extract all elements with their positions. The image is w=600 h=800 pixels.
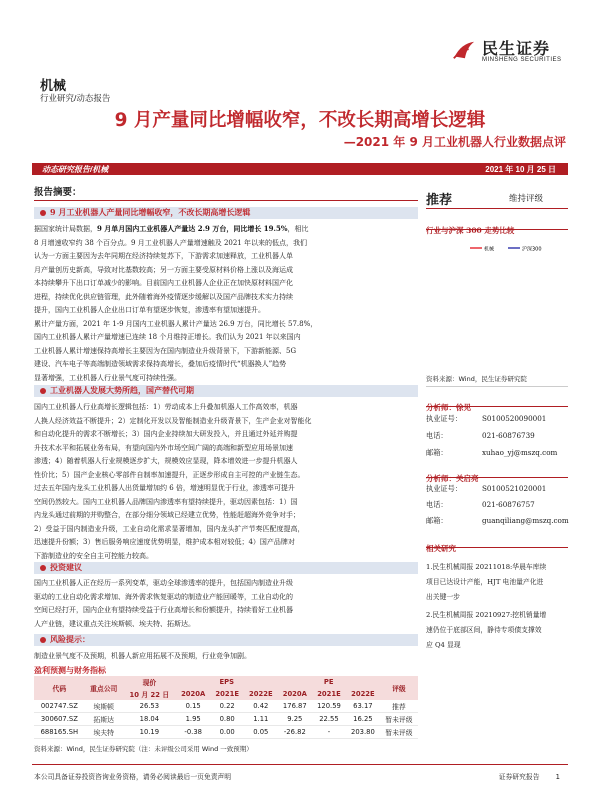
report-line: 2.民生机械周报 20210927:挖机销量增 xyxy=(426,611,547,619)
col-name: 重点公司 xyxy=(85,676,123,700)
related-heading: 相关研究 xyxy=(426,544,456,553)
cell: -26.82 xyxy=(278,726,312,739)
para-line: 国内工业机器人正在经历一系列变革，驱动全球渗透率的提升，包括国内制造业升级 xyxy=(34,579,293,587)
para-line: 渗透；4）随着机器人行业规模逐步扩大，规模效应显现，降本增效进一步提升机器人 xyxy=(34,457,298,465)
col-year: 2022E xyxy=(244,688,278,700)
analyst-name: 徐见 xyxy=(456,403,471,412)
table-row xyxy=(34,713,418,726)
related-report[interactable] xyxy=(426,560,568,605)
table-row xyxy=(34,700,418,713)
summary-heading: 报告摘要： xyxy=(34,187,82,198)
section-title: 9 月工业机器人产量同比增幅收窄，不改长期高增长逻辑 xyxy=(50,207,251,217)
cert-label: 执业证号： xyxy=(426,484,462,493)
divider xyxy=(426,386,568,387)
footer-divider xyxy=(32,764,568,765)
cell: 9.25 xyxy=(278,713,312,726)
cell: 0.42 xyxy=(244,700,278,713)
brand-name-en: MINSHENG SECURITIES xyxy=(482,57,562,63)
section-bar xyxy=(34,385,418,397)
chart-title: 行业与沪深 300 走势比较 xyxy=(426,226,515,235)
para-line: 进程，持续优化供应链管理，此外随着海外疫情逐步缓解以及国产品牌技术实力持续 xyxy=(34,292,293,301)
chart-title-bar xyxy=(426,218,568,235)
cell: 120.59 xyxy=(312,700,346,713)
cert-label: 执业证号： xyxy=(426,414,462,423)
bullet-icon xyxy=(40,565,46,571)
para-line: 工业机器人累计增速保持高增长主要因为在国内制造业升级背景下，下游新能源、5G xyxy=(34,346,297,355)
analyst-heading: 分析师： xyxy=(426,474,456,483)
analyst-b-header xyxy=(426,466,568,483)
cell: 002747.SZ xyxy=(34,700,85,713)
col-pe: PE xyxy=(278,676,380,688)
bullet-icon xyxy=(40,637,46,643)
table-row xyxy=(34,726,418,739)
para-line: 人产业链，建议重点关注埃斯顿、埃夫特、拓斯达。 xyxy=(34,619,195,628)
para-line: 人换人经济效益不断提升；2）定制化开发以及智能制造业升级背景下，生产企业对智能化 xyxy=(34,416,312,425)
analyst-cert: S0100520090001 xyxy=(482,414,547,423)
cell: 0.22 xyxy=(210,700,244,713)
cell: 1.95 xyxy=(176,713,210,726)
col-price: 现价 xyxy=(123,676,176,688)
col-year: 2020A xyxy=(278,688,312,700)
para-line: 建设、汽车电子等高端制造领域需求保持高增长，叠加后疫情时代“机器换人”趋势 xyxy=(34,360,287,368)
banner-date: 2021 年 10 月 25 日 xyxy=(485,165,556,174)
col-code: 代码 xyxy=(34,676,85,700)
report-line: 出关键一步 xyxy=(426,593,460,601)
legend xyxy=(470,246,542,253)
col-year: 2021E xyxy=(210,688,244,700)
cell: -0.38 xyxy=(176,726,210,739)
rating-label: 推荐 xyxy=(426,192,453,207)
para-line: 月产量创历史新高，导致对比基数较高；另一方面主要受原材料价格上涨以及海运成 xyxy=(34,265,293,274)
cell: 18.04 xyxy=(123,713,176,726)
para-line: 制造业景气度不及预期，机器人新应用拓展不及预期，行业竞争加剧。 xyxy=(34,652,251,660)
cell: 埃夫特 xyxy=(85,726,123,739)
analyst-cert: S0100521020001 xyxy=(482,484,547,493)
cell: 0.15 xyxy=(176,700,210,713)
section-body xyxy=(34,577,418,631)
divider xyxy=(426,208,568,209)
cell: 0.00 xyxy=(210,726,244,739)
para-line: 过去五年国内龙头工业机器人出货量增加约 6 倍，增速明显优于行业，渗透率可提升 xyxy=(34,484,295,492)
phone-label: 电话： xyxy=(426,431,448,440)
email-label: 邮箱： xyxy=(426,516,448,525)
para-line: 内龙头通过前期的并购整合，在部分细分领域已经建立优势，性能赶超海外竞争对手； xyxy=(34,511,300,519)
para-line: 认为一方面主要因为去年同期在经济持续复苏下，下游需求加速释放，工业机器人单 xyxy=(34,252,293,260)
section-title: 风险提示： xyxy=(50,634,90,644)
cell: 63.17 xyxy=(346,700,380,713)
cell: 16.25 xyxy=(346,713,380,726)
banner-report-type: 动态研究报告/机械 xyxy=(42,165,109,174)
footer-label xyxy=(499,771,560,781)
report-line: 速仍位于底部区间，静待专项债支撑效 xyxy=(426,626,542,634)
para-line: 空间已经打开，国内企业有望持续受益于行业高增长和份额提升，持续看好工业机器 xyxy=(34,606,293,614)
report-line: 1.民生机械周报 20211018:华晨车库续 xyxy=(426,563,547,571)
para-line: 驱动的工业自动化需求增加、海外需求恢复驱动的制造业产能回暖等，工业自动化的 xyxy=(34,592,293,601)
para-line: 累计产量方面，2021 年 1-9 月国内工业机器人累计产量达 26.9 万台，同比增长 57.8%， xyxy=(34,319,318,328)
minsheng-logo-icon xyxy=(452,38,476,62)
cell: 暂未评级 xyxy=(380,713,418,726)
brand-name: 民生证券 xyxy=(482,41,551,58)
para-line: 下游制造业的安全自主可控能力较高。 xyxy=(34,551,153,560)
divider xyxy=(34,200,418,201)
table-title: 盈利预测与财务指标 xyxy=(34,665,106,675)
para-line: 升技术水平和拓展业务布局，有望向国内外市场空间广阔的高端和新型应用场景加速 xyxy=(34,443,293,452)
col-price-date: 10 月 22 日 xyxy=(123,688,176,700)
report-line: 项目已达设计产能，HJT 电池量产化进 xyxy=(426,578,544,586)
analyst-email[interactable]: guanqiliang@mszq.com xyxy=(482,516,569,525)
col-rating: 评级 xyxy=(380,676,418,700)
page-number: 1 xyxy=(555,773,560,781)
col-year: 2020A xyxy=(176,688,210,700)
page-title: 9 月产量同比增幅收窄，不改长期高增长逻辑 xyxy=(114,110,486,131)
para-line: 迅速提升份额；3）售后服务响应速度优势明显，维护成本相对较低；4）国产品牌对 xyxy=(34,538,295,546)
cell: 203.80 xyxy=(346,726,380,739)
para-line: 国内工业机器人行业高增长逻辑包括：1）劳动成本上升叠加机器人工作高效率，机器 xyxy=(34,403,298,411)
para-line: 和自动化提升的需求不断增长；3）国内企业持续加大研发投入，并且通过外延并购提 xyxy=(34,430,298,438)
legend-label-b: 沪深300 xyxy=(522,246,542,253)
para-line: 提升，国内工业机器人企业出口订单有望逐步恢复，渗透率有望加速提升。 xyxy=(34,306,265,314)
bullet-icon xyxy=(40,210,46,216)
section-body xyxy=(34,650,418,664)
trend-chart xyxy=(426,236,568,360)
bullet-icon xyxy=(40,388,46,394)
related-header xyxy=(426,536,568,553)
analyst-a-header xyxy=(426,395,568,412)
cell: 176.87 xyxy=(278,700,312,713)
chart-source: 资料来源：Wind，民生证券研究院 xyxy=(426,375,527,383)
cell: - xyxy=(312,726,346,739)
page-subtitle: —2021 年 9 月工业机器人行业数据点评 xyxy=(343,135,566,149)
col-eps: EPS xyxy=(176,676,278,688)
cell: 22.55 xyxy=(312,713,346,726)
footer-right-text: 证券研究报告 xyxy=(498,773,540,781)
para-line: 本持续攀升下出口订单减少的影响。目前国内工业机器人企业正在加快原材料国产化 xyxy=(34,279,293,287)
analyst-phone: 021-60876739 xyxy=(482,431,535,440)
footer-disclaimer: 本公司具备证券投资咨询业务资格，请务必阅读最后一页免责声明 xyxy=(34,773,232,781)
para-line: 8 月增速收窄约 38 个百分点。9 月工业机器人产量增速触及 2021 年以来的低点，我们 xyxy=(34,238,307,247)
cell: 1.11 xyxy=(244,713,278,726)
section-bar xyxy=(34,207,418,219)
analyst-name: 关启亮 xyxy=(456,474,479,483)
cell: 埃斯顿 xyxy=(85,700,123,713)
section-body xyxy=(34,222,418,385)
report-category: 行业研究/动态报告 xyxy=(40,93,111,103)
rating-value: 维持评级 xyxy=(509,193,544,203)
cell: 10.19 xyxy=(123,726,176,739)
table-source: 资料来源：Wind，民生证券研究院（注：未评级公司采用 Wind 一致预期） xyxy=(34,745,253,753)
para-line: 据国家统计局数据，9 月单月国内工业机器人产量达 2.9 万台，同比增长 19.5%，相比 xyxy=(34,224,309,233)
section-bar xyxy=(34,562,418,574)
sector-label: 机械 xyxy=(40,78,67,93)
section-title: 投资建议 xyxy=(50,562,82,572)
para-line: 空间仍然较大。国内工业机器人品牌国内渗透率有望持续提升，驱动因素包括：1）国 xyxy=(34,497,298,506)
phone-label: 电话： xyxy=(426,500,448,509)
cell: 推荐 xyxy=(380,700,418,713)
cell: 688165.SH xyxy=(34,726,85,739)
analyst-email[interactable]: xuhao_yj@mszq.com xyxy=(482,448,558,457)
report-line: 应 Q4 显现 xyxy=(426,641,461,649)
para-line: 国内工业机器人累计产量增速已连续 18 个月维持正增长。我们认为 2021 年以来国内 xyxy=(34,333,301,341)
para-line: 性价比；5）国产企业核心零部件自制率加速提升，正逐步形成自主可控的产业链生态。 xyxy=(34,470,305,479)
cell: 拓斯达 xyxy=(85,713,123,726)
analyst-phone: 021-60876757 xyxy=(482,500,535,509)
para-line: 2）受益于国内制造业升级，工业自动化需求显著增加，国内龙头扩产节奏匹配度提高， xyxy=(34,524,305,533)
cell: 300607.SZ xyxy=(34,713,85,726)
related-report[interactable] xyxy=(426,608,568,653)
cell: 26.53 xyxy=(123,700,176,713)
section-title: 工业机器人发展大势所趋，国产替代可期 xyxy=(50,385,194,395)
analyst-heading: 分析师： xyxy=(426,403,456,412)
section-bar xyxy=(34,634,418,646)
col-year: 2021E xyxy=(312,688,346,700)
forecast-table xyxy=(34,676,418,739)
cell: 0.05 xyxy=(244,726,278,739)
section-body xyxy=(34,401,418,563)
legend-label-a: 机械 xyxy=(484,246,495,253)
cell: 0.80 xyxy=(210,713,244,726)
email-label: 邮箱： xyxy=(426,448,448,457)
col-year: 2022E xyxy=(346,688,380,700)
cell: 暂未评级 xyxy=(380,726,418,739)
para-line: 显著增强，工业机器人行业景气度可持续性强。 xyxy=(34,373,181,382)
